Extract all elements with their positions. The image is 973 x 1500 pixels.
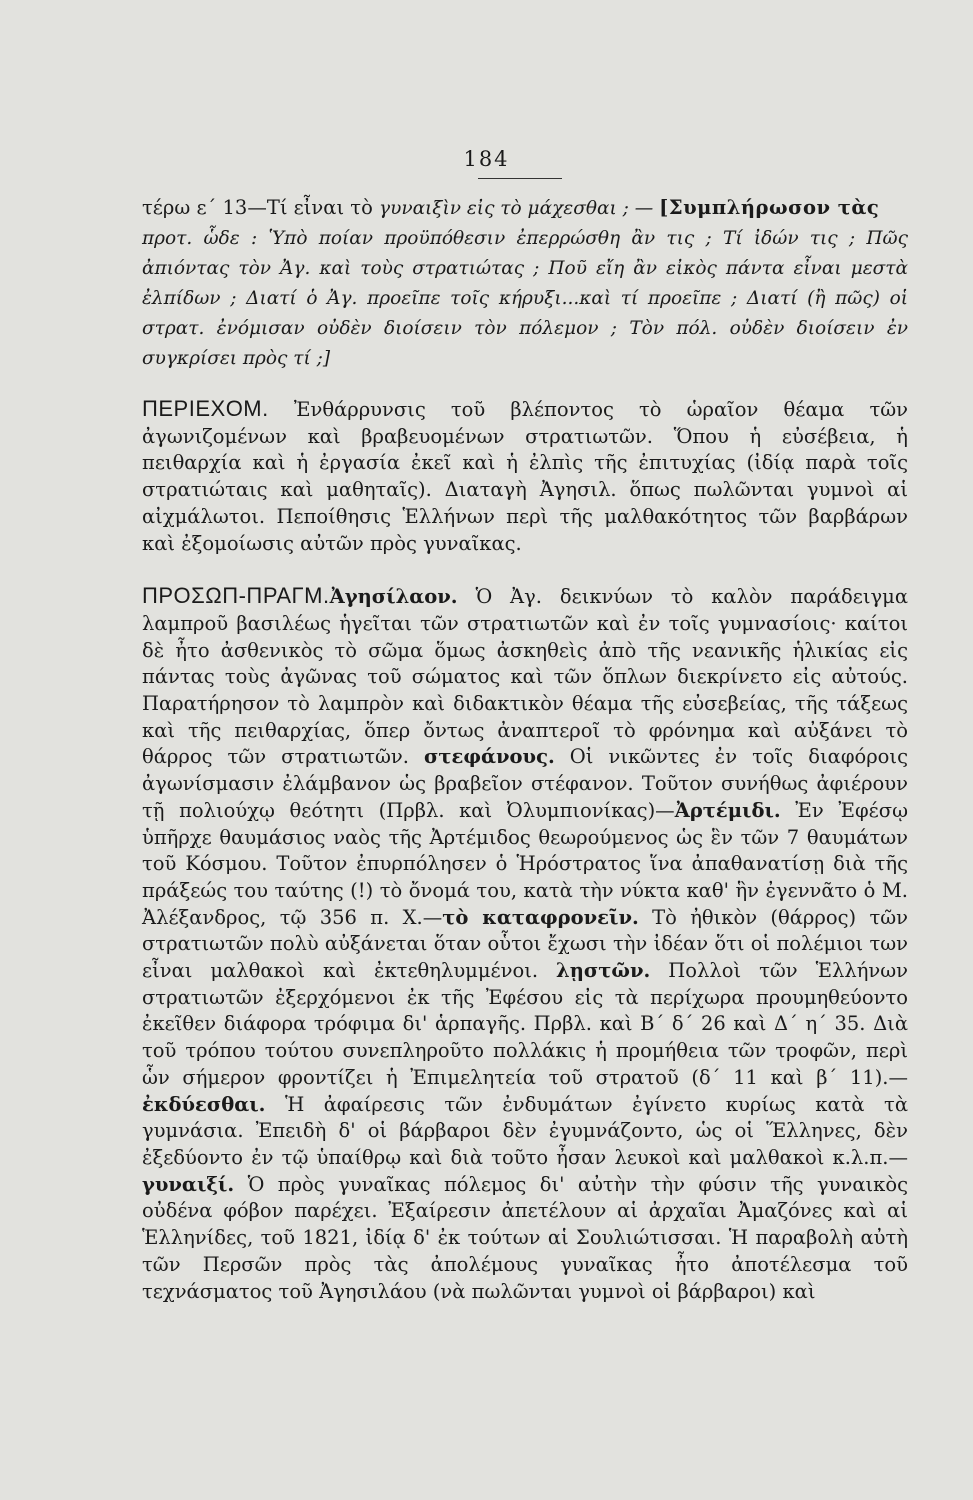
note-stephanous: Οἱ νικῶντες ἐν τοῖς διαφόροις ἀγωνίσμασιν ἐλάμβανον ὡς βραβεῖον στέφανον. Τοῦτον συνήθως ἀφιέρουν τῇ πολιούχῳ θεότητι (Πρβλ. καὶ Ὀλυμπιονίκας)— bbox=[142, 745, 908, 822]
contents-text: Ἐνθάρρυνσις τοῦ βλέποντος τὸ ὡραῖον θέαμα τῶν ἀγωνιζομένων καὶ βραβευομένων στρατιωτῶν. Ὅπου ἡ εὐσέβεια, ἡ πειθαρχία καὶ ἡ ἐργασία ἐκεῖ καὶ ἡ ἐλπὶς τῆς ἐπιτυχίας (ἰδίᾳ παρὰ τοῖς στρατιώταις καὶ μαθηταῖς). Διαταγὴ Ἀγησιλ. ὅπως πωλῶνται γυμνοὶ αἱ αἰχμάλωτοι. Πεποίθησις Ἑλλήνων περὶ τῆς μαλθακότητος τῶν βαρβάρων καὶ ἐξομοίωσις αὐτῶν πρὸς γυναῖκας. bbox=[142, 398, 908, 555]
term-agesilaos: Ἀγησίλαον. bbox=[329, 585, 458, 609]
term-leiston: λῃστῶν. bbox=[556, 959, 651, 983]
header-rule bbox=[478, 178, 562, 179]
contents-heading: ΠΕΡΙΕΧΟΜ. bbox=[142, 396, 269, 421]
exercise-question: γυναιξὶν εἰς τὸ μάχεσθαι ; — bbox=[379, 198, 660, 219]
spacer bbox=[142, 374, 908, 396]
page-body bbox=[142, 194, 908, 1305]
note-ekdyesthai: Ἡ ἀφαίρεσις τῶν ἐνδυμάτων ἐγίνετο κυρίως κατὰ τὰ γυμνάσια. Ἐπειδὴ δ' οἱ βάρβαροι δὲν ἐγυμνάζοντο, ὡς οἱ Ἕλληνες, δὲν ἐξεδύοντο ἐν τῷ ὑπαίθρῳ καὶ διὰ τοῦτο ἦσαν λευκοὶ καὶ μαλθακοὶ κ.λ.π.— bbox=[142, 1092, 908, 1169]
note-gynaixi: Ὁ πρὸς γυναῖκας πόλεμος δι' αὐτὴν τὴν φύσιν τῆς γυναικὸς οὐδένα φόβον παρέχει. Ἐξαίρεσιν ἀπετέλουν αἱ ἀρχαῖαι Ἀμαζόνες καὶ αἱ Ἑλληνίδες, τοῦ 1821, ἰδίᾳ δ' ἐκ τούτων αἱ Σουλιώτισσαι. Ἡ παραβολὴ αὐτὴ τῶν Περσῶν πρὸς τὰς ἀπολέμους γυναῖκας ἦτο ἀποτέλεσμα τοῦ τεχνάσματος τοῦ Ἀγησιλάου (νὰ πωλῶνται γυμνοὶ οἱ βάρβαροι) καὶ bbox=[142, 1172, 908, 1303]
note-kataphronein: Τὸ ἠθικὸν (θάρρος) τῶν στρατιωτῶν πολὺ αὐξάνεται ὅταν οὗτοι ἔχωσι τὴν ἰδέαν ὅτι οἱ πολέμιοι των εἶναι μαλθακοὶ καὶ ἐκτεθηλυμμένοι. bbox=[142, 905, 908, 983]
persons-paragraph bbox=[142, 583, 908, 1305]
term-ekdyesthai: ἐκδύεσθαι. bbox=[142, 1092, 266, 1116]
exercise-prompts: προτ. ὧδε : Ὑπὸ ποίαν προϋπόθεσιν ἐπερρώσθη ἂν τις ; Τί ἰδών τις ; Πῶς ἀπιόντας τὸν Ἀγ. καὶ τοὺς στρατιώτας ; Ποῦ εἴη ἂν εἰκὸς πάντα εἶναι μεστὰ ἐλπίδων ; Διατί ὁ Ἀγ. προεῖπε τοῖς κήρυξι...καὶ τί προεῖπε ; Διατί (ἢ πῶς) οἱ στρατ. ἐνόμισαν οὐδὲν διοίσειν τὸν πόλεμον ; Τὸν πόλ. οὐδὲν διοίσειν ἐν συγκρίσει πρὸς τί ;] bbox=[142, 228, 908, 369]
term-artemidi: Ἀρτέμιδι. bbox=[674, 798, 781, 822]
page-number: 184 bbox=[463, 147, 510, 171]
note-artemidi: Ἐν Ἐφέσῳ ὑπῆρχε θαυμάσιος ναὸς τῆς Ἀρτέμιδος θεωρούμενος ὡς ἓν τῶν 7 θαυμάτων τοῦ Κόσμου. Τοῦτον ἐπυρπόλησεν ὁ Ἡρόστρατος ἵνα ἀπαθανατίσῃ διὰ τῆς πράξεώς του ταύτης (!) τὸ ὄνομά του, κατὰ τὴν νύκτα καθ' ἣν ἐγεννᾶτο ὁ Μ. Ἀλέξανδρος, τῷ 356 π. Χ.— bbox=[142, 798, 908, 929]
exercise-paragraph bbox=[142, 194, 908, 224]
term-kataphronein: τὸ καταφρονεῖν. bbox=[442, 905, 639, 929]
spacer bbox=[142, 557, 908, 583]
persons-heading: ΠΡΟΣΩΠ-ΠΡΑΓΜ. bbox=[142, 583, 330, 609]
exercise-instruction: [Συμπλήρωσον τὰς bbox=[659, 196, 880, 219]
term-stephanous: στεφάνους. bbox=[424, 745, 555, 769]
term-gynaixi: γυναιξί. bbox=[142, 1172, 235, 1196]
note-leiston: Πολλοὶ τῶν Ἑλλήνων στρατιωτῶν ἐξερχόμενοι ἐκ τῆς Ἐφέσου εἰς τὰ περίχωρα προυμηθεύοντο ἐκεῖθεν διάφορα τρόφιμα δι' ἁρπαγῆς. Πρβλ. καὶ Β΄ δ΄ 26 καὶ Δ΄ η΄ 35. Διὰ τοῦ τρόπου τούτου συνεπληροῦτο πολλάκις ἡ προμήθεια τῶν τροφῶν, περὶ ὧν σήμερον φροντίζει ἡ Ἐπιμελητεία τοῦ στρατοῦ (δ΄ 11 καὶ β΄ 11).— bbox=[142, 959, 908, 1089]
contents-paragraph bbox=[142, 396, 908, 557]
exercise-intro: τέρω ε΄ 13—Τί εἶναι τὸ bbox=[142, 196, 380, 219]
note-agesilaos: Ὁ Ἀγ. δεικνύων τὸ καλὸν παράδειγμα λαμπροῦ βασιλέως ἡγεῖται τῶν στρατιωτῶν καὶ ἐν τοῖς γυμνασίοις· καίτοι δὲ ἦτο ἀσθενικὸς τὸ σῶμα ὅμως ἀσκηθεὶς ἀπὸ τῆς νεανικῆς ἡλικίας εἰς πάντας τοὺς ἀγῶνας τοῦ σώματος καὶ τῶν ὅπλων διεκρίνετο εἰς αὐτούς. Παρατήρησον τὸ λαμπρὸν καὶ διδακτικὸν θέαμα τῆς εὐσεβείας, τῆς τάξεως καὶ τῆς πειθαρχίας, ὅπερ ὄντως ἀναπτεροῖ τὸ φρόνημα καὶ αὐξάνει τὸ θάρρος τῶν στρατιωτῶν. bbox=[142, 585, 908, 769]
